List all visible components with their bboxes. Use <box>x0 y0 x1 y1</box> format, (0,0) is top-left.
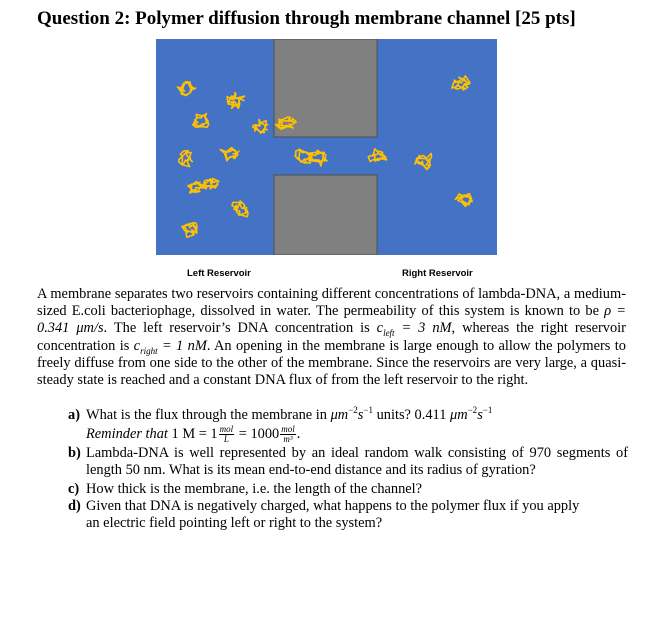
answer-text: units? 0.411 <box>372 407 450 423</box>
membrane-figure <box>156 39 497 255</box>
answer-unit-exp: −1 <box>482 405 493 416</box>
question-c <box>68 481 628 498</box>
intro-text: whereas the right reservoir concentration is <box>37 320 626 354</box>
c-left-subscript: left <box>383 328 395 339</box>
intro-text: , <box>451 320 456 337</box>
intro-text: . An opening in the membrane is <box>206 337 399 354</box>
right-reservoir-label: Right Reservoir <box>402 268 473 279</box>
question-d <box>68 498 628 532</box>
question-key: d) <box>68 497 81 514</box>
intro-text: . The left reservoir’s DNA concentration is <box>103 320 377 337</box>
reminder-text: Reminder that <box>86 426 168 443</box>
fraction-denominator: L <box>223 434 229 445</box>
question-key: c) <box>68 480 80 497</box>
question-list <box>68 407 628 532</box>
answer-unit: μm <box>449 407 468 423</box>
left-reservoir-label: Left Reservoir <box>187 268 251 279</box>
flux-unit-exp: −1 <box>363 405 373 416</box>
fraction-mol-per-l <box>219 425 235 444</box>
question-b-line: segments of length 50 nm. What is its mean end-to-end distance and its radius of <box>86 445 628 479</box>
reminder-end: . <box>296 426 301 443</box>
answer-unit-s: s <box>477 407 483 423</box>
intro-line: medium-sized E.coli bacteriophage, dissolved in water. The permeability of this system is <box>37 286 626 320</box>
fraction-denominator: m³ <box>283 434 293 445</box>
answer-unit-exp: −2 <box>467 405 478 416</box>
question-c-text: How thick is the membrane, i.e. the length of the channel? <box>86 480 423 497</box>
c-left-symbol: c <box>376 320 384 337</box>
c-right-symbol: c <box>133 337 141 354</box>
question-a <box>68 407 628 444</box>
question-d-line: Given that DNA is negatively charged, what happens to the polymer flux if you apply <box>86 497 580 514</box>
membrane-top <box>274 39 377 137</box>
reminder-eq: 1 M = 1 <box>167 426 218 443</box>
question-a-text: What is the flux through the membrane in <box>86 407 331 423</box>
fraction-mol-per-m3 <box>280 425 296 444</box>
intro-line: A membrane separates two reservoirs containing different concentrations of lambda-DNA, a <box>37 286 571 302</box>
intro-paragraph <box>37 286 626 389</box>
c-right-value: = 1 nM <box>157 337 207 354</box>
question-title: Question 2: Polymer diffusion through membrane channel [25 pts] <box>37 8 576 29</box>
flux-unit-exp: −2 <box>348 405 358 416</box>
flux-unit: μm <box>330 407 349 423</box>
reminder-eq: = 1000 <box>235 426 280 443</box>
fraction-numerator: mol <box>281 424 295 435</box>
flux-unit-s: s <box>357 407 364 423</box>
question-b <box>68 445 628 479</box>
question-d-line: an electric field pointing left or right to the system? <box>86 515 383 532</box>
reminder-line <box>86 425 628 444</box>
question-key: a) <box>68 407 80 423</box>
fraction-numerator: mol <box>219 424 234 435</box>
intro-line: large enough to allow the polymers to freely diffuse from one side to the other of the <box>37 337 626 371</box>
permeability-value: ρ = 0.341 μm/s <box>37 303 626 337</box>
c-left-value: = 3 nM <box>394 320 452 337</box>
intro-line: DNA flux of from the left reservoir to the right. <box>254 372 529 389</box>
question-b-line: gyration? <box>481 462 536 479</box>
c-right-subscript: right <box>140 345 158 356</box>
intro-text: known to be <box>524 303 605 320</box>
question-b-line: Lambda-DNA is well represented by an ideal random walk consisting of 970 <box>86 445 552 462</box>
intro-line: membrane. Since the reservoirs are very large, a quasi-steady state is reached and a constant <box>37 354 626 389</box>
question-key: b) <box>68 445 81 462</box>
membrane-bottom <box>274 175 377 255</box>
